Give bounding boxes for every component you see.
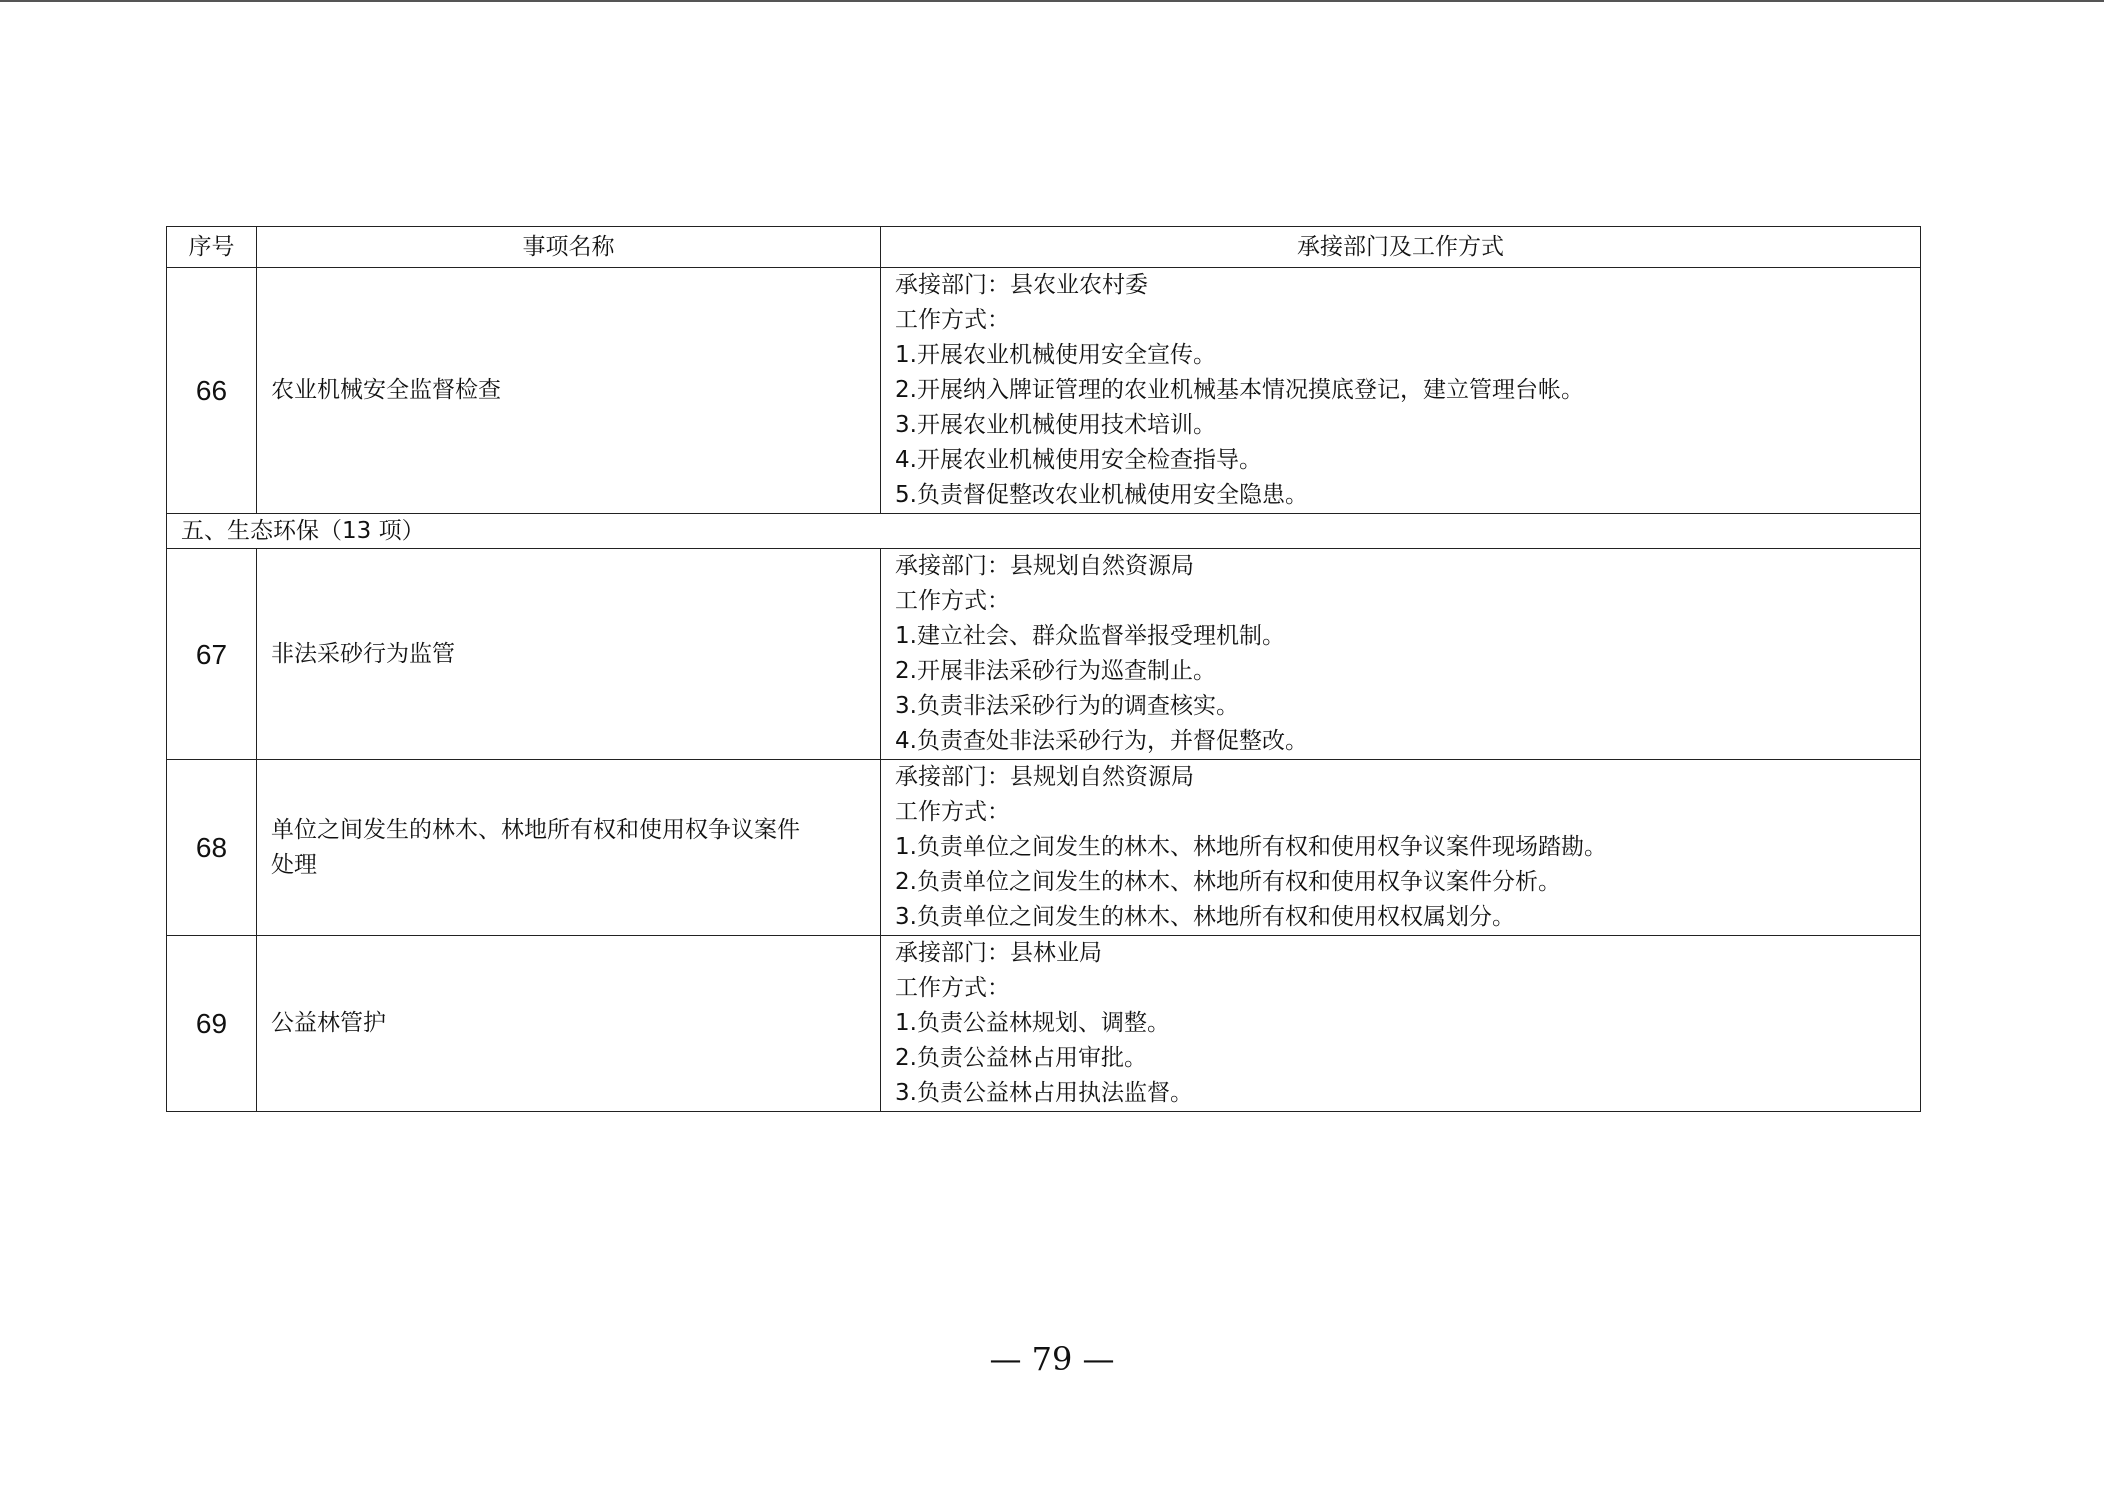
header-number: 序号 — [167, 227, 257, 268]
section-row — [167, 514, 1921, 549]
row-item-name — [257, 268, 881, 514]
method-step: 2.负责公益林占用审批。 — [895, 1045, 1147, 1071]
table-row — [167, 936, 1921, 1112]
row-number: 68 — [167, 760, 257, 936]
item-name-text: 单位之间发生的林木、林地所有权和使用权争议案件 — [271, 816, 800, 843]
item-name-text: 农业机械安全监督检查 — [271, 377, 501, 403]
method-step: 4.负责查处非法采砂行为，并督促整改。 — [895, 728, 1308, 754]
row-number: 67 — [167, 549, 257, 760]
method-step: 5.负责督促整改农业机械使用安全隐患。 — [895, 482, 1308, 508]
method-step: 2.负责单位之间发生的林木、林地所有权和使用权争议案件分析。 — [895, 869, 1561, 895]
row-item-name — [257, 936, 881, 1112]
service-items-table — [166, 226, 1921, 1112]
method-label: 工作方式： — [895, 799, 1010, 825]
row-dept-method — [881, 549, 1921, 760]
table-row — [167, 268, 1921, 514]
method-step: 4.开展农业机械使用安全检查指导。 — [895, 447, 1262, 473]
table-header-row — [167, 227, 1921, 268]
method-step: 1.负责单位之间发生的林木、林地所有权和使用权争议案件现场踏勘。 — [895, 834, 1607, 860]
table-row — [167, 760, 1921, 936]
method-label: 工作方式： — [895, 975, 1010, 1001]
item-name-text: 非法采砂行为监管 — [271, 640, 455, 667]
header-item-name: 事项名称 — [257, 227, 881, 268]
header-dept-method: 承接部门及工作方式 — [881, 227, 1921, 268]
method-label: 工作方式： — [895, 307, 1010, 333]
method-step: 3.负责单位之间发生的林木、林地所有权和使用权权属划分。 — [895, 904, 1515, 930]
top-border-line — [0, 0, 2104, 2]
method-step: 1.开展农业机械使用安全宣传。 — [895, 342, 1216, 368]
page-number: — 79 — — [989, 1340, 1115, 1378]
method-step: 3.负责公益林占用执法监督。 — [895, 1080, 1193, 1106]
row-dept-method — [881, 268, 1921, 514]
method-label: 工作方式： — [895, 588, 1010, 614]
row-dept-method — [881, 936, 1921, 1112]
dept-line: 承接部门：县农业农村委 — [895, 272, 1148, 298]
method-step: 2.开展纳入牌证管理的农业机械基本情况摸底登记，建立管理台帐。 — [895, 377, 1584, 403]
item-name-text: 处理 — [271, 851, 317, 878]
section-title: 五、生态环保（13 项） — [167, 514, 1921, 549]
row-dept-method — [881, 760, 1921, 936]
row-item-name — [257, 549, 881, 760]
method-step: 3.负责非法采砂行为的调查核实。 — [895, 693, 1239, 719]
item-name-text: 公益林管护 — [271, 1010, 386, 1036]
table-row — [167, 549, 1921, 760]
dept-line: 承接部门：县规划自然资源局 — [895, 553, 1194, 579]
method-step: 1.建立社会、群众监督举报受理机制。 — [895, 623, 1285, 649]
method-step: 3.开展农业机械使用技术培训。 — [895, 412, 1216, 438]
row-number: 66 — [167, 268, 257, 514]
row-number: 69 — [167, 936, 257, 1112]
dept-line: 承接部门：县规划自然资源局 — [895, 764, 1194, 790]
method-step: 1.负责公益林规划、调整。 — [895, 1010, 1170, 1036]
method-step: 2.开展非法采砂行为巡查制止。 — [895, 658, 1216, 684]
dept-line: 承接部门：县林业局 — [895, 940, 1102, 966]
row-item-name — [257, 760, 881, 936]
